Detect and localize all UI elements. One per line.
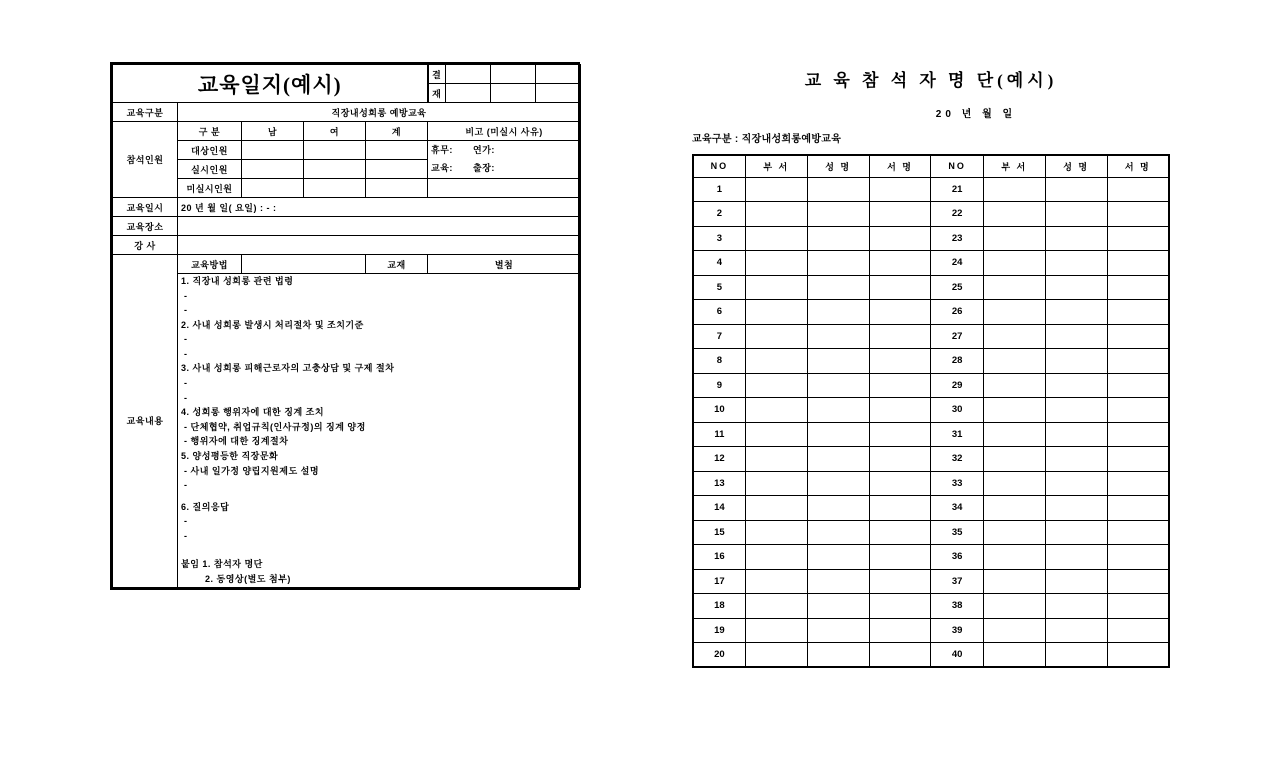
roster-cell-name-right[interactable] — [1045, 275, 1107, 300]
content-line: 6. 질의응답 — [181, 501, 230, 512]
roster-cell-sign-left[interactable] — [869, 496, 931, 521]
attendance-label: 참석인원 — [113, 122, 178, 198]
roster-cell-name-right[interactable] — [1045, 251, 1107, 276]
roster-cell-dept-right[interactable] — [983, 275, 1045, 300]
content-line: - — [181, 348, 188, 359]
roster-cell-no-left: 18 — [693, 594, 745, 619]
instructor-label: 강 사 — [113, 236, 178, 255]
roster-cell-dept-right[interactable] — [983, 300, 1045, 325]
note-training-label: 교육: — [431, 162, 453, 173]
roster-cell-sign-right[interactable] — [1107, 300, 1169, 325]
approval-cell[interactable] — [446, 65, 491, 84]
roster-cell-no-left: 17 — [693, 569, 745, 594]
roster-cell-sign-right[interactable] — [1107, 496, 1169, 521]
roster-cell-name-right[interactable] — [1045, 202, 1107, 227]
roster-cell-dept-left[interactable] — [745, 594, 807, 619]
content-line: - — [181, 392, 188, 403]
roster-cell-no-right: 28 — [931, 349, 983, 374]
method-value[interactable] — [242, 255, 366, 274]
roster-header-row — [693, 155, 1169, 177]
attendance-row-actual: 실시인원 — [178, 160, 242, 179]
roster-cell-name-right[interactable] — [1045, 643, 1107, 668]
approval-cell[interactable] — [491, 84, 536, 103]
roster-cell-name-right[interactable] — [1045, 545, 1107, 570]
note-line-1 — [431, 142, 577, 159]
content-line: 4. 성희롱 행위자에 대한 징계 조치 — [181, 407, 325, 418]
method-label: 교육방법 — [178, 255, 242, 274]
roster-cell-sign-left[interactable] — [869, 275, 931, 300]
roster-cell-name-left[interactable] — [807, 643, 869, 668]
roster-cell-name-left[interactable] — [807, 202, 869, 227]
attendance-header-female: 여 — [304, 122, 366, 141]
training-log-form — [110, 62, 580, 590]
roster-cell-no-right: 33 — [931, 471, 983, 496]
roster-cell-sign-left[interactable] — [869, 398, 931, 423]
roster-cell-no-right: 31 — [931, 422, 983, 447]
roster-header-no-right: NO — [931, 155, 983, 177]
attendance-input-actual-male[interactable] — [242, 160, 304, 179]
content-line: - — [181, 334, 188, 345]
content-line: - — [181, 480, 188, 491]
roster-cell-name-right[interactable] — [1045, 422, 1107, 447]
roster-header-dept-left: 부 서 — [745, 155, 807, 177]
roster-cell-dept-right[interactable] — [983, 496, 1045, 521]
roster-table — [692, 154, 1170, 668]
roster-cell-dept-right[interactable] — [983, 643, 1045, 668]
roster-cell-dept-right[interactable] — [983, 177, 1045, 202]
roster-subject-line: 교육구분 : 직장내성희롱예방교육 — [692, 134, 842, 145]
roster-cell-no-right: 27 — [931, 324, 983, 349]
attendance-header-category: 구 분 — [178, 122, 242, 141]
content-line: - — [181, 516, 188, 527]
roster-cell-no-right: 35 — [931, 520, 983, 545]
roster-cell-sign-left[interactable] — [869, 349, 931, 374]
roster-cell-dept-right[interactable] — [983, 422, 1045, 447]
roster-cell-name-left[interactable] — [807, 251, 869, 276]
roster-cell-no-left: 8 — [693, 349, 745, 374]
roster-cell-dept-left[interactable] — [745, 373, 807, 398]
note-holiday-label: 휴무: — [431, 145, 453, 156]
roster-cell-dept-right[interactable] — [983, 373, 1045, 398]
table-row — [693, 275, 1169, 300]
roster-cell-no-left: 15 — [693, 520, 745, 545]
roster-cell-sign-right[interactable] — [1107, 373, 1169, 398]
roster-cell-no-left: 6 — [693, 300, 745, 325]
table-row — [693, 643, 1169, 668]
roster-cell-no-right: 37 — [931, 569, 983, 594]
table-row — [693, 545, 1169, 570]
attendance-input-absent-total[interactable] — [366, 179, 428, 198]
roster-cell-sign-left[interactable] — [869, 373, 931, 398]
roster-cell-no-left: 16 — [693, 545, 745, 570]
roster-cell-dept-left[interactable] — [745, 520, 807, 545]
content-label: 교육내용 — [113, 255, 178, 588]
roster-cell-dept-right[interactable] — [983, 545, 1045, 570]
attendance-input-actual-total[interactable] — [366, 160, 428, 179]
roster-cell-name-left[interactable] — [807, 618, 869, 643]
roster-cell-name-left[interactable] — [807, 177, 869, 202]
content-line-spacer — [181, 543, 577, 550]
attendance-input-target-female[interactable] — [304, 141, 366, 160]
table-row — [693, 496, 1169, 521]
page-title: 교육일지(예시) — [197, 72, 342, 97]
attendance-row-absent: 미실시인원 — [178, 179, 242, 198]
roster-cell-no-right: 38 — [931, 594, 983, 619]
roster-cell-sign-left[interactable] — [869, 594, 931, 619]
roster-cell-name-right[interactable] — [1045, 594, 1107, 619]
roster-cell-dept-right[interactable] — [983, 471, 1045, 496]
content-line-spacer — [181, 493, 577, 500]
roster-cell-sign-right[interactable] — [1107, 594, 1169, 619]
training-log-table — [112, 64, 581, 588]
roster-cell-no-left: 1 — [693, 177, 745, 202]
roster-header-name-right: 성 명 — [1045, 155, 1107, 177]
roster-cell-sign-left[interactable] — [869, 520, 931, 545]
roster-cell-name-right[interactable] — [1045, 300, 1107, 325]
content-line: 2. 사내 성희롱 발생시 처리절차 및 조치기준 — [181, 319, 364, 330]
roster-cell-dept-left[interactable] — [745, 202, 807, 227]
roster-cell-name-right[interactable] — [1045, 471, 1107, 496]
roster-cell-dept-left[interactable] — [745, 300, 807, 325]
table-row — [693, 177, 1169, 202]
approval-cell[interactable] — [536, 84, 581, 103]
roster-header-dept-right: 부 서 — [983, 155, 1045, 177]
roster-cell-dept-left[interactable] — [745, 618, 807, 643]
approval-cell[interactable] — [446, 84, 491, 103]
note-header: 비고 (미실시 사유) — [428, 122, 581, 141]
approval-label-top: 결 — [428, 65, 446, 84]
attendee-roster-form — [692, 66, 1170, 668]
table-row — [693, 324, 1169, 349]
roster-cell-dept-left[interactable] — [745, 349, 807, 374]
approval-label-bottom: 재 — [428, 84, 446, 103]
attendance-input-absent-female[interactable] — [304, 179, 366, 198]
roster-cell-sign-right[interactable] — [1107, 471, 1169, 496]
roster-cell-dept-right[interactable] — [983, 520, 1045, 545]
note-cell-filler — [428, 179, 581, 198]
approval-cell[interactable] — [536, 65, 581, 84]
content-line: - — [181, 378, 188, 389]
roster-cell-sign-right[interactable] — [1107, 422, 1169, 447]
roster-cell-dept-left[interactable] — [745, 496, 807, 521]
note-trip-label: 출장: — [473, 162, 495, 173]
roster-cell-dept-right[interactable] — [983, 594, 1045, 619]
roster-cell-name-left[interactable] — [807, 398, 869, 423]
roster-cell-no-right: 29 — [931, 373, 983, 398]
roster-cell-no-right: 21 — [931, 177, 983, 202]
roster-cell-dept-left[interactable] — [745, 422, 807, 447]
roster-cell-no-right: 39 — [931, 618, 983, 643]
roster-cell-no-right: 25 — [931, 275, 983, 300]
roster-cell-sign-left[interactable] — [869, 618, 931, 643]
roster-cell-name-left[interactable] — [807, 373, 869, 398]
content-line: 3. 사내 성희롱 피해근로자의 고충상담 및 구제 절차 — [181, 363, 395, 374]
table-row — [693, 251, 1169, 276]
table-row — [693, 618, 1169, 643]
table-row — [693, 202, 1169, 227]
roster-cell-sign-left[interactable] — [869, 422, 931, 447]
roster-date-line[interactable]: 20 년 월 일 — [935, 109, 1017, 120]
roster-cell-no-left: 9 — [693, 373, 745, 398]
roster-cell-name-right[interactable] — [1045, 618, 1107, 643]
roster-cell-no-left: 13 — [693, 471, 745, 496]
roster-cell-no-right: 34 — [931, 496, 983, 521]
table-row — [693, 520, 1169, 545]
table-row — [693, 594, 1169, 619]
roster-cell-dept-left[interactable] — [745, 643, 807, 668]
roster-cell-no-right: 36 — [931, 545, 983, 570]
roster-cell-name-right[interactable] — [1045, 447, 1107, 472]
roster-cell-name-right[interactable] — [1045, 398, 1107, 423]
content-line: - 단체협약, 취업규칙(인사규정)의 징계 양정 — [181, 421, 366, 432]
roster-cell-no-left: 20 — [693, 643, 745, 668]
roster-header-no-left: NO — [693, 155, 745, 177]
roster-cell-name-left[interactable] — [807, 226, 869, 251]
roster-cell-dept-right[interactable] — [983, 447, 1045, 472]
roster-cell-name-left[interactable] — [807, 275, 869, 300]
category-value: 직장내성희롱 예방교육 — [178, 103, 581, 122]
roster-cell-sign-left[interactable] — [869, 226, 931, 251]
table-row — [693, 349, 1169, 374]
roster-cell-sign-right[interactable] — [1107, 349, 1169, 374]
roster-cell-sign-left[interactable] — [869, 471, 931, 496]
material-value: 별첨 — [428, 255, 581, 274]
roster-cell-dept-left[interactable] — [745, 398, 807, 423]
roster-cell-no-right: 40 — [931, 643, 983, 668]
table-row — [693, 422, 1169, 447]
roster-cell-sign-right[interactable] — [1107, 398, 1169, 423]
instructor-value[interactable] — [178, 236, 581, 255]
content-line: 5. 양성평등한 직장문화 — [181, 450, 279, 461]
content-line: - — [181, 290, 188, 301]
roster-cell-sign-right[interactable] — [1107, 202, 1169, 227]
roster-body — [693, 177, 1169, 667]
roster-cell-dept-right[interactable] — [983, 251, 1045, 276]
roster-cell-name-right[interactable] — [1045, 569, 1107, 594]
category-label: 교육구분 — [113, 103, 178, 122]
content-line: 2. 동영상(별도 첨부) — [181, 573, 291, 584]
content-body[interactable] — [178, 274, 581, 588]
roster-cell-name-right[interactable] — [1045, 373, 1107, 398]
roster-cell-dept-right[interactable] — [983, 349, 1045, 374]
table-row — [693, 226, 1169, 251]
roster-cell-dept-left[interactable] — [745, 226, 807, 251]
roster-cell-sign-right[interactable] — [1107, 618, 1169, 643]
roster-cell-sign-right[interactable] — [1107, 324, 1169, 349]
attendance-header-total: 계 — [366, 122, 428, 141]
roster-cell-no-left: 10 — [693, 398, 745, 423]
roster-cell-sign-right[interactable] — [1107, 569, 1169, 594]
roster-cell-no-left: 4 — [693, 251, 745, 276]
roster-cell-sign-right[interactable] — [1107, 251, 1169, 276]
table-row — [693, 471, 1169, 496]
roster-cell-dept-right[interactable] — [983, 618, 1045, 643]
roster-cell-dept-right[interactable] — [983, 202, 1045, 227]
content-line: - — [181, 305, 188, 316]
attendance-header-male: 남 — [242, 122, 304, 141]
roster-cell-dept-left[interactable] — [745, 324, 807, 349]
note-cell[interactable] — [428, 141, 581, 179]
roster-cell-dept-left[interactable] — [745, 251, 807, 276]
roster-cell-dept-left[interactable] — [745, 275, 807, 300]
roster-title: 교 육 참 석 자 명 단(예시) — [804, 71, 1058, 90]
roster-cell-sign-left[interactable] — [869, 251, 931, 276]
content-line-spacer — [181, 550, 577, 557]
roster-cell-sign-left[interactable] — [869, 643, 931, 668]
roster-cell-sign-left[interactable] — [869, 177, 931, 202]
table-row — [693, 447, 1169, 472]
content-line: 1. 직장내 성희롱 관련 법령 — [181, 276, 294, 286]
attendance-row-target: 대상인원 — [178, 141, 242, 160]
roster-cell-no-left: 19 — [693, 618, 745, 643]
roster-cell-no-right: 22 — [931, 202, 983, 227]
roster-header-name-left: 성 명 — [807, 155, 869, 177]
roster-cell-name-left[interactable] — [807, 496, 869, 521]
roster-cell-no-left: 2 — [693, 202, 745, 227]
roster-cell-sign-right[interactable] — [1107, 275, 1169, 300]
roster-cell-dept-right[interactable] — [983, 398, 1045, 423]
table-row — [693, 373, 1169, 398]
roster-cell-sign-right[interactable] — [1107, 643, 1169, 668]
place-label: 교육장소 — [113, 217, 178, 236]
roster-cell-name-left[interactable] — [807, 324, 869, 349]
roster-cell-sign-right[interactable] — [1107, 545, 1169, 570]
table-row — [693, 300, 1169, 325]
content-line: - — [181, 530, 188, 541]
table-row — [693, 569, 1169, 594]
note-leave-label: 연가: — [473, 145, 495, 156]
attendance-input-target-total[interactable] — [366, 141, 428, 160]
content-line: 붙임 1. 참석자 명단 — [181, 559, 263, 570]
roster-cell-no-left: 3 — [693, 226, 745, 251]
roster-cell-name-left[interactable] — [807, 349, 869, 374]
roster-cell-dept-left[interactable] — [745, 569, 807, 594]
roster-cell-name-left[interactable] — [807, 447, 869, 472]
content-lines — [181, 274, 577, 587]
roster-cell-name-right[interactable] — [1045, 349, 1107, 374]
roster-cell-name-right[interactable] — [1045, 324, 1107, 349]
roster-cell-no-right: 30 — [931, 398, 983, 423]
title-cell — [113, 65, 428, 103]
roster-cell-dept-left[interactable] — [745, 545, 807, 570]
roster-cell-dept-right[interactable] — [983, 569, 1045, 594]
attendance-input-absent-male[interactable] — [242, 179, 304, 198]
roster-cell-dept-left[interactable] — [745, 447, 807, 472]
roster-cell-dept-left[interactable] — [745, 177, 807, 202]
roster-cell-sign-right[interactable] — [1107, 177, 1169, 202]
roster-cell-name-left[interactable] — [807, 520, 869, 545]
place-value[interactable] — [178, 217, 581, 236]
roster-cell-name-left[interactable] — [807, 471, 869, 496]
roster-cell-no-left: 5 — [693, 275, 745, 300]
roster-cell-sign-left[interactable] — [869, 447, 931, 472]
roster-cell-name-left[interactable] — [807, 594, 869, 619]
approval-cell[interactable] — [491, 65, 536, 84]
roster-cell-name-left[interactable] — [807, 545, 869, 570]
roster-header-sign-right: 서 명 — [1107, 155, 1169, 177]
datetime-label: 교육일시 — [113, 198, 178, 217]
attendance-input-target-male[interactable] — [242, 141, 304, 160]
note-line-2 — [431, 160, 577, 177]
roster-cell-name-right[interactable] — [1045, 496, 1107, 521]
roster-cell-sign-left[interactable] — [869, 324, 931, 349]
roster-cell-sign-right[interactable] — [1107, 447, 1169, 472]
roster-cell-sign-left[interactable] — [869, 300, 931, 325]
roster-cell-sign-left[interactable] — [869, 569, 931, 594]
datetime-value[interactable]: 20 년 월 일( 요일) : - : — [178, 198, 581, 217]
roster-cell-sign-right[interactable] — [1107, 226, 1169, 251]
roster-header-sign-left: 서 명 — [869, 155, 931, 177]
roster-cell-name-right[interactable] — [1045, 226, 1107, 251]
roster-cell-no-right: 26 — [931, 300, 983, 325]
roster-cell-name-right[interactable] — [1045, 177, 1107, 202]
roster-cell-sign-left[interactable] — [869, 545, 931, 570]
material-label: 교재 — [366, 255, 428, 274]
attendance-input-actual-female[interactable] — [304, 160, 366, 179]
roster-cell-no-left: 12 — [693, 447, 745, 472]
roster-cell-dept-right[interactable] — [983, 324, 1045, 349]
roster-cell-sign-left[interactable] — [869, 202, 931, 227]
roster-cell-dept-right[interactable] — [983, 226, 1045, 251]
table-row — [693, 398, 1169, 423]
roster-cell-name-right[interactable] — [1045, 520, 1107, 545]
content-line: - 사내 일가정 양립지원제도 설명 — [181, 465, 320, 476]
roster-cell-sign-right[interactable] — [1107, 520, 1169, 545]
roster-cell-name-left[interactable] — [807, 422, 869, 447]
roster-cell-no-right: 24 — [931, 251, 983, 276]
roster-cell-no-left: 11 — [693, 422, 745, 447]
content-line: - 행위자에 대한 징계절차 — [181, 436, 289, 447]
roster-cell-dept-left[interactable] — [745, 471, 807, 496]
roster-cell-no-right: 32 — [931, 447, 983, 472]
roster-cell-no-left: 7 — [693, 324, 745, 349]
roster-cell-name-left[interactable] — [807, 300, 869, 325]
roster-cell-no-right: 23 — [931, 226, 983, 251]
roster-cell-name-left[interactable] — [807, 569, 869, 594]
roster-cell-no-left: 14 — [693, 496, 745, 521]
